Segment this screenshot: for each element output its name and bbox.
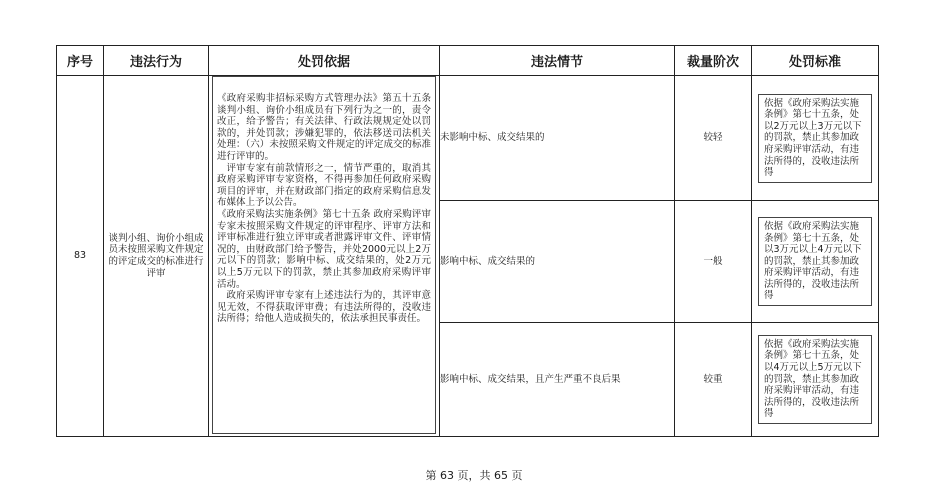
table-row [57,76,879,201]
header-standard: 处罚标准 [752,46,879,76]
level-serious: 较重 [675,322,752,436]
basis-paragraph: 《政府采购非招标采购方式管理办法》第五十五条 谈判小组、询价小组成员有下列行为之一的，责令改正，给予警告；有关法律、行政法规规定处以罚款的，并处罚款；涉嫌犯罪的，依法移送司法机关处理：（六）未按照采购文件规定的评定成交的标准进行评审的。 [217,93,431,162]
row-number: 83 [57,76,104,437]
level-general: 一般 [675,201,752,322]
standard-text: 依据《政府采购法实施条例》第七十五条，处以3万元以上4万元以下的罚款，禁止其参加政府采购评审活动，有违法所得的，没收违法所得 [758,217,872,306]
header-circumstance: 违法情节 [440,46,675,76]
table-header-row [57,46,879,76]
circumstance-minor: 未影响中标、成交结果的 [440,76,675,201]
violation-act: 谈判小组、询价小组成员未按照采购文件规定的评定成交的标准进行评审 [104,76,209,437]
penalty-basis-box [212,76,436,434]
standard-serious [752,322,879,436]
penalty-basis [209,76,440,437]
page-footer: 第 63 页，共 65 页 [425,469,523,482]
circumstance-general: 影响中标、成交结果的 [440,201,675,322]
header-level: 裁量阶次 [675,46,752,76]
standard-text: 依据《政府采购法实施条例》第七十五条，处以4万元以上5万元以下的罚款，禁止其参加政府采购评审活动，有违法所得的，没收违法所得 [758,335,872,424]
standard-text: 依据《政府采购法实施条例》第七十五条，处以2万元以上3万元以下的罚款，禁止其参加政府采购评审活动，有违法所得的，没收违法所得 [758,94,872,183]
header-no: 序号 [57,46,104,76]
basis-paragraph: 评审专家有前款情形之一，情节严重的，取消其政府采购评审专家资格，不得再参加任何政府采购项目的评审，并在财政部门指定的政府采购信息发布媒体上予以公告。 [217,162,431,209]
basis-paragraph: 政府采购评审专家有上述违法行为的，其评审意见无效，不得获取评审费；有违法所得的，没收违法所得；给他人造成损失的，依法承担民事责任。 [217,290,431,325]
standard-general [752,201,879,322]
standard-minor [752,76,879,201]
basis-paragraph: 《政府采购法实施条例》第七十五条 政府采购评审专家未按照采购文件规定的评审程序、评审方法和评审标准进行独立评审或者泄露评审文件、评审情况的，由财政部门给予警告，并处2000元以上2万元以下的罚款；影响中标、成交结果的，处2万元以上5万元以下的罚款，禁止其参加政府采购评审活动。 [217,208,431,290]
level-minor: 较轻 [675,76,752,201]
circumstance-serious: 影响中标、成交结果，且产生严重不良后果 [440,322,675,436]
penalty-table [56,45,879,437]
header-act: 违法行为 [104,46,209,76]
header-basis: 处罚依据 [209,46,440,76]
